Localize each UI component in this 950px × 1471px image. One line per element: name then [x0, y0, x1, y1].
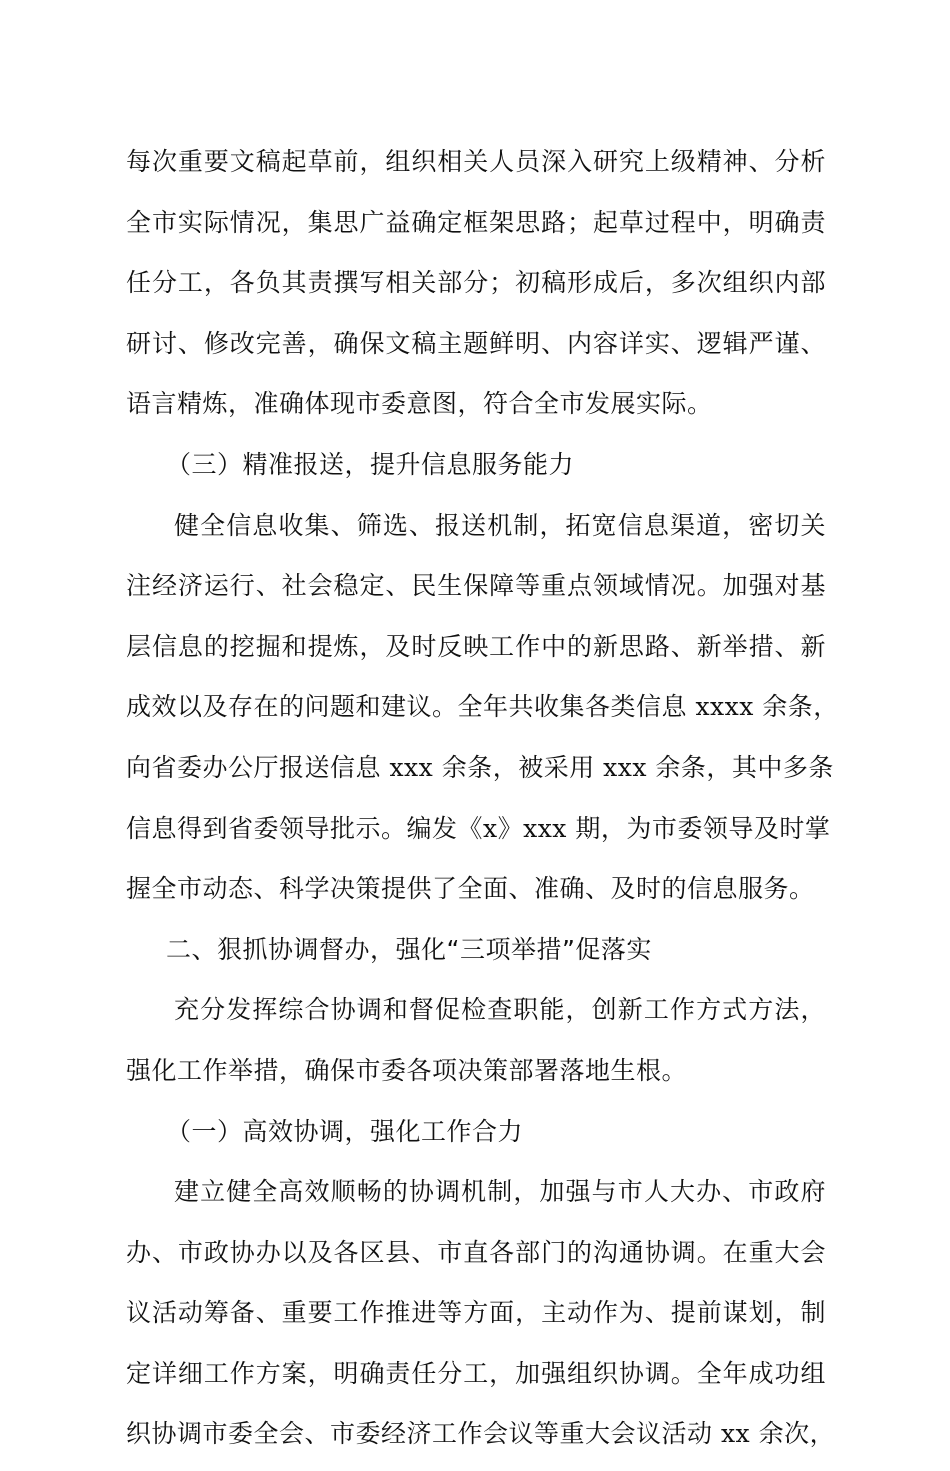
- paragraph-line: 充分发挥综合协调和督促检查职能，创新工作方式方法，: [174, 995, 826, 1025]
- paragraph-line: 向省委办公厅报送信息 xxx 余条，被采用 xxx 余条，其中多条: [126, 752, 834, 782]
- paragraph-line: 层信息的挖掘和提炼，及时反映工作中的新思路、新举措、新: [126, 631, 826, 661]
- subsection-heading: （一）高效协调，强化工作合力: [166, 1116, 524, 1146]
- paragraph-line: 研讨、修改完善，确保文稿主题鲜明、内容详实、逻辑严谨、: [126, 328, 826, 358]
- paragraph-line: 每次重要文稿起草前，组织相关人员深入研究上级精神、分析: [126, 147, 826, 176]
- paragraph-line: 办、市政协办以及各区县、市直各部门的沟通协调。在重大会: [126, 1237, 826, 1267]
- paragraph-line: 握全市动态、科学决策提供了全面、准确、及时的信息服务。: [126, 874, 815, 904]
- paragraph-line: 任分工，各负其责撰写相关部分；初稿形成后，多次组织内部: [126, 268, 826, 298]
- document-body: [126, 138, 839, 1471]
- subsection-heading: （三）精准报送，提升信息服务能力: [166, 449, 575, 479]
- paragraph-line: 语言精炼，准确体现市委意图，符合全市发展实际。: [126, 389, 713, 419]
- paragraph-line: 建立健全高效顺畅的协调机制，加强与市人大办、市政府: [174, 1177, 826, 1207]
- paragraph-line: 信息得到省委领导批示。编发《x》xxx 期，为市委领导及时掌: [126, 813, 831, 843]
- section-heading: 二、狠抓协调督办，强化“三项举措”促落实: [166, 934, 652, 964]
- paragraph-line: 织协调市委全会、市委经济工作会议等重大会议活动 xx 余次，: [126, 1419, 836, 1449]
- paragraph-line: 议活动筹备、重要工作推进等方面，主动作为、提前谋划，制: [126, 1298, 826, 1328]
- paragraph-line: 强化工作举措，确保市委各项决策部署落地生根。: [126, 1055, 688, 1085]
- paragraph-line: 成效以及存在的问题和建议。全年共收集各类信息 xxxx 余条，: [126, 692, 839, 722]
- paragraph-line: 健全信息收集、筛选、报送机制，拓宽信息渠道，密切关: [174, 510, 826, 540]
- paragraph-line: 全市实际情况，集思广益确定框架思路；起草过程中，明确责: [126, 207, 826, 237]
- paragraph-line: 定详细工作方案，明确责任分工，加强组织协调。全年成功组: [126, 1358, 826, 1388]
- paragraph-line: 注经济运行、社会稳定、民生保障等重点领域情况。加强对基: [126, 571, 826, 601]
